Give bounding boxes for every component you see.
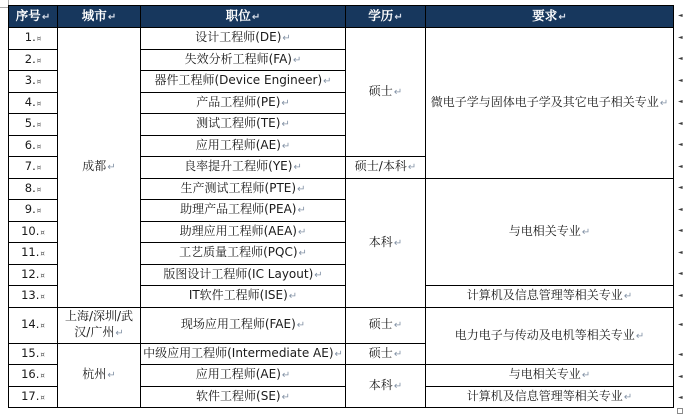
end-of-row-mark-icon: ◄ [678, 163, 683, 170]
end-of-cell-mark-icon: ¤ [36, 164, 42, 173]
paragraph-mark-icon: ↵ [281, 140, 291, 152]
paragraph-mark-icon: ↵ [581, 370, 591, 382]
end-of-cell-mark-icon: ¤ [40, 372, 45, 381]
end-of-cell-mark-icon: ¤ [40, 350, 45, 359]
education-label: 硕士 [368, 84, 393, 98]
paragraph-mark-icon: ↵ [297, 183, 306, 195]
position-label: 版图设计工程师(IC Layout) [163, 266, 314, 281]
end-of-row-mark-icon: ◄ [678, 184, 683, 191]
col-header-position-label: 职位 [225, 7, 251, 23]
city-cell[interactable] [58, 28, 141, 308]
paragraph-mark-icon: ↵ [282, 33, 291, 45]
paragraph-mark-icon: ↵ [281, 97, 290, 109]
row-number-cell[interactable] [9, 178, 58, 200]
position-label: 中级应用工程师(Intermediate AE) [143, 345, 334, 360]
education-cell[interactable] [346, 157, 426, 179]
row-number: 16. [21, 367, 40, 382]
paragraph-mark-icon: ↵ [393, 87, 403, 98]
row-number-cell[interactable] [9, 264, 58, 286]
paragraph-mark-icon: ↵ [394, 11, 403, 23]
position-cell[interactable] [141, 365, 346, 387]
row-number-cell[interactable] [9, 343, 58, 365]
position-label: 助理应用工程师(AEA) [179, 223, 297, 238]
end-of-row-mark-icon: ◄ [678, 373, 683, 380]
col-header-requirement-label: 要求 [532, 7, 558, 23]
paragraph-mark-icon: ↵ [558, 11, 567, 23]
paragraph-mark-icon: ↵ [288, 291, 298, 303]
row-number: 9. [24, 202, 36, 217]
row-number: 7. [24, 159, 36, 174]
end-of-row-mark-icon: ◄ [678, 351, 683, 358]
position-cell[interactable] [141, 386, 346, 408]
end-of-cell-mark-icon: ¤ [36, 35, 42, 44]
paragraph-mark-icon: ↵ [281, 391, 290, 403]
end-of-cell-mark-icon: ¤ [36, 78, 42, 87]
position-label: 应用工程师(AE) [195, 137, 281, 152]
requirement-label: 与电相关专业 [508, 367, 581, 382]
end-of-cell-mark-icon: ¤ [36, 142, 42, 151]
row-number-cell[interactable] [9, 386, 58, 408]
end-of-row-mark-icon: ◄ [678, 12, 683, 19]
position-cell[interactable] [141, 221, 346, 243]
end-of-cell-mark-icon: ¤ [40, 271, 45, 280]
requirement-label: 微电子学与固体电子学及其它电子相关专业 [430, 94, 659, 109]
paragraph-mark-icon: ↵ [115, 328, 124, 339]
paragraph-mark-icon: ↵ [297, 205, 306, 217]
city-label: 上海/深圳/武汉/广州 [64, 309, 134, 339]
position-label: 测试工程师(TE) [196, 116, 281, 131]
row-number-cell[interactable] [9, 221, 58, 243]
education-cell[interactable] [346, 307, 426, 343]
end-of-cell-mark-icon: ¤ [36, 121, 42, 130]
paragraph-mark-icon: ↵ [281, 370, 291, 382]
position-label: 助理产品工程师(PEA) [180, 202, 297, 217]
end-of-cell-mark-icon: ¤ [36, 207, 42, 216]
city-cell[interactable] [58, 343, 141, 408]
row-number-cell[interactable] [9, 307, 58, 343]
end-of-cell-mark-icon: ¤ [40, 228, 45, 237]
paragraph-mark-icon: ↵ [659, 97, 669, 109]
row-number: 15. [21, 345, 40, 360]
education-cell[interactable] [346, 365, 426, 408]
row-number: 11. [21, 245, 40, 260]
requirement-label: 电力电子与传动及电机等相关专业 [454, 327, 635, 342]
position-label: 工艺质量工程师(PQC) [179, 245, 298, 260]
end-of-row-mark-icon: ◄ [678, 394, 683, 401]
position-cell[interactable] [141, 92, 346, 114]
paragraph-mark-icon: ↵ [407, 162, 417, 174]
paragraph-mark-icon: ↵ [623, 391, 633, 403]
row-number-cell[interactable] [9, 135, 58, 157]
position-label: 软件工程师(SE) [196, 388, 281, 403]
education-cell[interactable] [346, 178, 426, 307]
col-header-seq-label: 序号 [15, 7, 41, 23]
paragraph-mark-icon: ↵ [297, 226, 307, 238]
end-of-row-mark-icon: ◄ [678, 206, 683, 213]
paragraph-mark-icon: ↵ [41, 11, 51, 23]
position-cell[interactable] [141, 135, 346, 157]
position-label: 器件工程师(Device Engineer) [154, 73, 323, 88]
end-of-cell-mark-icon: ¤ [40, 250, 45, 259]
row-number: 12. [21, 266, 40, 281]
end-of-row-mark-icon: ◄ [678, 77, 683, 84]
paragraph-mark-icon: ↵ [298, 248, 307, 260]
end-of-row-mark-icon: ◄ [678, 55, 683, 62]
row-number-cell[interactable] [9, 365, 58, 387]
position-label: 应用工程师(AE) [195, 367, 281, 382]
end-of-row-mark-icon: ◄ [678, 249, 683, 256]
paragraph-mark-icon: ↵ [107, 11, 117, 23]
education-label: 硕士 [368, 345, 393, 360]
row-number: 4. [24, 94, 36, 109]
position-cell[interactable] [141, 200, 346, 222]
requirement-label: 与电相关专业 [508, 223, 581, 238]
paragraph-mark-icon: ↵ [635, 330, 645, 342]
city-label: 杭州 [82, 367, 107, 382]
requirement-cell[interactable] [426, 386, 674, 408]
end-of-row-mark-icon: ◄ [678, 120, 683, 127]
requirement-cell[interactable] [426, 178, 674, 286]
end-of-row-mark-icon: ◄ [678, 227, 683, 234]
paragraph-mark-icon: ↵ [107, 370, 116, 382]
row-number: 17. [21, 388, 40, 403]
position-cell[interactable] [141, 264, 346, 286]
requirement-label: 计算机及信息管理等相关专业 [466, 388, 623, 403]
col-header-education[interactable] [346, 6, 426, 28]
row-number: 8. [24, 180, 36, 195]
row-number-cell[interactable] [9, 286, 58, 308]
paragraph-mark-icon: ↵ [334, 348, 343, 360]
education-label: 本科 [368, 378, 393, 392]
table-row [9, 307, 674, 343]
requirement-cell[interactable] [426, 28, 674, 179]
position-label: 现场应用工程师(FAE) [180, 317, 296, 331]
paragraph-mark-icon: ↵ [314, 269, 323, 281]
table-resize-handle[interactable] [677, 408, 683, 414]
paragraph-mark-icon: ↵ [323, 76, 332, 88]
col-header-city-label: 城市 [81, 7, 107, 23]
position-cell[interactable] [141, 286, 346, 308]
row-number-cell[interactable] [9, 49, 58, 71]
position-cell[interactable] [141, 28, 346, 50]
row-number: 2. [24, 51, 36, 66]
education-label: 硕士 [368, 317, 393, 331]
end-of-row-mark-icon: ◄ [678, 292, 683, 299]
paragraph-mark-icon: ↵ [393, 348, 403, 360]
col-header-requirement[interactable] [426, 6, 674, 28]
paragraph-mark-icon: ↵ [281, 119, 290, 131]
end-of-row-mark-icon: ◄ [678, 321, 683, 328]
col-header-city[interactable] [58, 6, 141, 28]
end-of-cell-mark-icon: ¤ [40, 293, 45, 302]
paragraph-mark-icon: ↵ [296, 320, 306, 331]
position-cell[interactable] [141, 307, 346, 343]
row-number: 13. [21, 288, 40, 303]
row-number-cell[interactable] [9, 114, 58, 136]
header-row [9, 6, 674, 28]
row-number: 6. [24, 137, 36, 152]
end-of-cell-mark-icon: ¤ [36, 56, 42, 65]
paragraph-mark-icon: ↵ [393, 320, 403, 331]
end-of-cell-mark-icon: ¤ [40, 393, 45, 402]
paragraph-mark-icon: ↵ [581, 226, 591, 238]
requirement-cell[interactable] [426, 365, 674, 387]
requirement-cell[interactable] [426, 307, 674, 365]
row-number: 10. [21, 223, 40, 238]
education-label: 硕士/本科 [354, 159, 407, 174]
position-label: IT软件工程师(ISE) [188, 288, 288, 303]
end-of-row-mark-icon: ◄ [678, 34, 683, 41]
requirement-label: 计算机及信息管理等相关专业 [466, 288, 623, 303]
position-cell[interactable] [141, 343, 346, 365]
row-number-cell[interactable] [9, 157, 58, 179]
education-cell[interactable] [346, 343, 426, 365]
position-label: 失效分析工程师(FA) [184, 51, 292, 66]
paragraph-mark-icon: ↵ [393, 237, 403, 249]
position-cell[interactable] [141, 114, 346, 136]
table-row [9, 28, 674, 50]
row-number-cell[interactable] [9, 92, 58, 114]
end-of-row-mark-icon: ◄ [678, 270, 683, 277]
paragraph-mark-icon: ↵ [623, 291, 633, 303]
paragraph-mark-icon: ↵ [251, 11, 261, 23]
col-header-position[interactable] [141, 6, 346, 28]
education-label: 本科 [368, 234, 393, 249]
position-label: 良率提升工程师(YE) [184, 159, 293, 174]
paragraph-mark-icon: ↵ [293, 162, 302, 174]
position-cell[interactable] [141, 243, 346, 265]
education-cell[interactable] [346, 28, 426, 157]
position-cell[interactable] [141, 178, 346, 200]
position-cell[interactable] [141, 71, 346, 93]
position-cell[interactable] [141, 157, 346, 179]
row-number: 14. [21, 317, 40, 331]
end-of-cell-mark-icon: ¤ [36, 99, 42, 108]
row-number-cell[interactable] [9, 28, 58, 50]
paragraph-mark-icon: ↵ [107, 162, 116, 174]
position-cell[interactable] [141, 49, 346, 71]
paragraph-mark-icon: ↵ [292, 54, 302, 66]
row-number: 1. [24, 30, 36, 45]
row-number: 5. [24, 116, 36, 131]
end-of-cell-mark-icon: ¤ [36, 185, 42, 194]
end-of-row-mark-icon: ◄ [678, 141, 683, 148]
position-label: 生产测试工程师(PTE) [180, 180, 297, 195]
paragraph-mark-icon: ↵ [393, 381, 403, 392]
job-positions-table [8, 5, 674, 408]
end-of-cell-mark-icon: ¤ [40, 322, 45, 330]
end-of-row-mark-icon: ◄ [678, 98, 683, 105]
row-number-cell[interactable] [9, 200, 58, 222]
city-label: 成都 [82, 159, 107, 174]
row-number-cell[interactable] [9, 243, 58, 265]
city-cell[interactable] [58, 307, 141, 343]
col-header-seq[interactable] [9, 6, 58, 28]
position-label: 产品工程师(PE) [196, 94, 281, 109]
row-number: 3. [24, 73, 36, 88]
position-label: 设计工程师(DE) [195, 30, 282, 45]
col-header-education-label: 学历 [368, 7, 394, 23]
requirement-cell[interactable] [426, 286, 674, 308]
row-number-cell[interactable] [9, 71, 58, 93]
